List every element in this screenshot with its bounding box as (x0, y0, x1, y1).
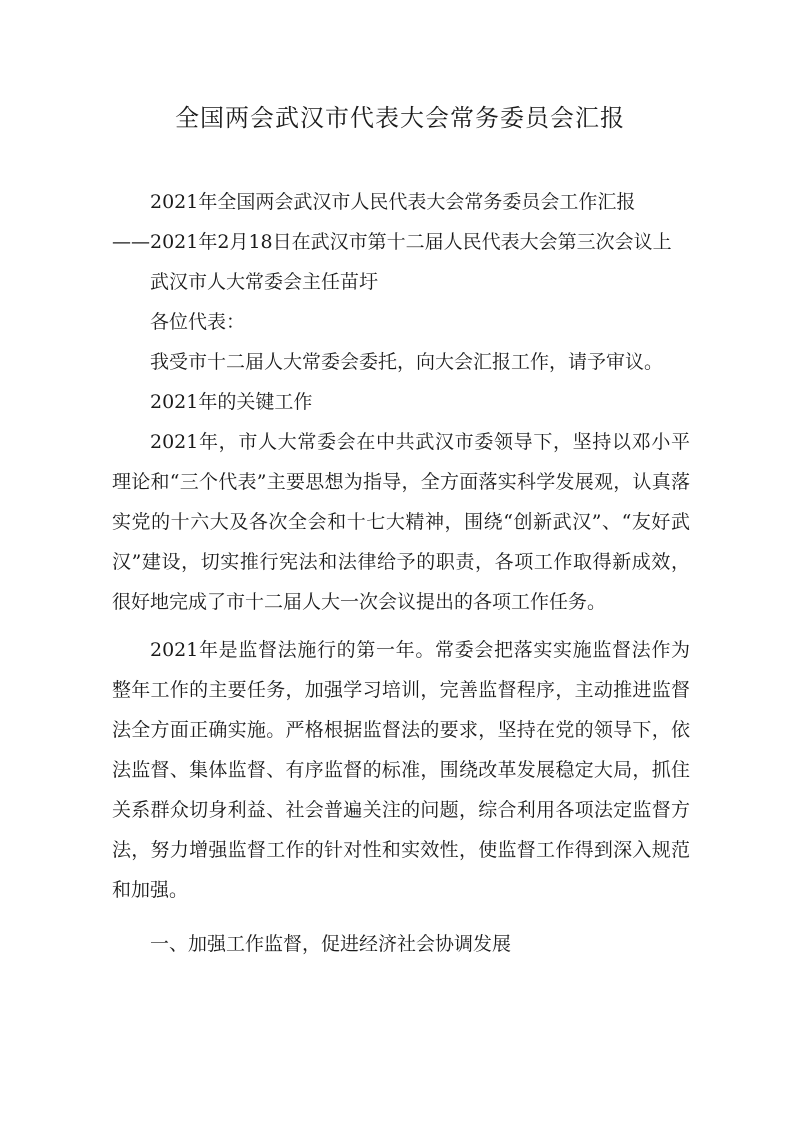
salutation: 各位代表： (150, 311, 246, 333)
report-heading: 2021年全国两会武汉市人民代表大会常务委员会工作汇报 (150, 191, 636, 213)
body-paragraph: 2021年是监督法施行的第一年。常委会把落实实施监督法作为整年工作的主要任务，加强学习培训，完善监督程序，主动推进监督法全方面正确实施。严格根据监督法的要求，坚持在党的领导下，依法监督、集体监督、有序监督的标准，围绕改革发展稳定大局，抓住关系群众切身利益、社会普遍关注的问题，综合利用各项法定监督方法，努力增强监督工作的针对性和实效性，使监督工作得到深入规范和加强。 (112, 639, 690, 901)
body-paragraph: 2021年，市人大常委会在中共武汉市委领导下，坚持以邓小平理论和“三个代表”主要思想为指导，全方面落实科学发展观，认真落实党的十六大及各次全会和十七大精神，围绕“创新武汉”、“友好武汉”建设，切实推行宪法和法律给予的职责，各项工作取得新成效，很好地完成了市十二届人大一次会议提出的各项工作任务。 (112, 431, 690, 613)
opening-paragraph: 我受市十二届人大常委会委托，向大会汇报工作，请予审议。 (150, 351, 664, 373)
report-date-line: ——2021年2月18日在武汉市第十二届人民代表大会第三次会议上 (112, 231, 672, 253)
section-heading-one: 一、加强工作监督，促进经济社会协调发展 (150, 933, 512, 955)
section-heading-key-work: 2021年的关键工作 (150, 391, 313, 413)
document-body (112, 182, 690, 964)
report-speaker: 武汉市人大常委会主任苗圩 (150, 271, 379, 293)
document-title: 全国两会武汉市代表大会常务委员会汇报 (175, 104, 625, 132)
